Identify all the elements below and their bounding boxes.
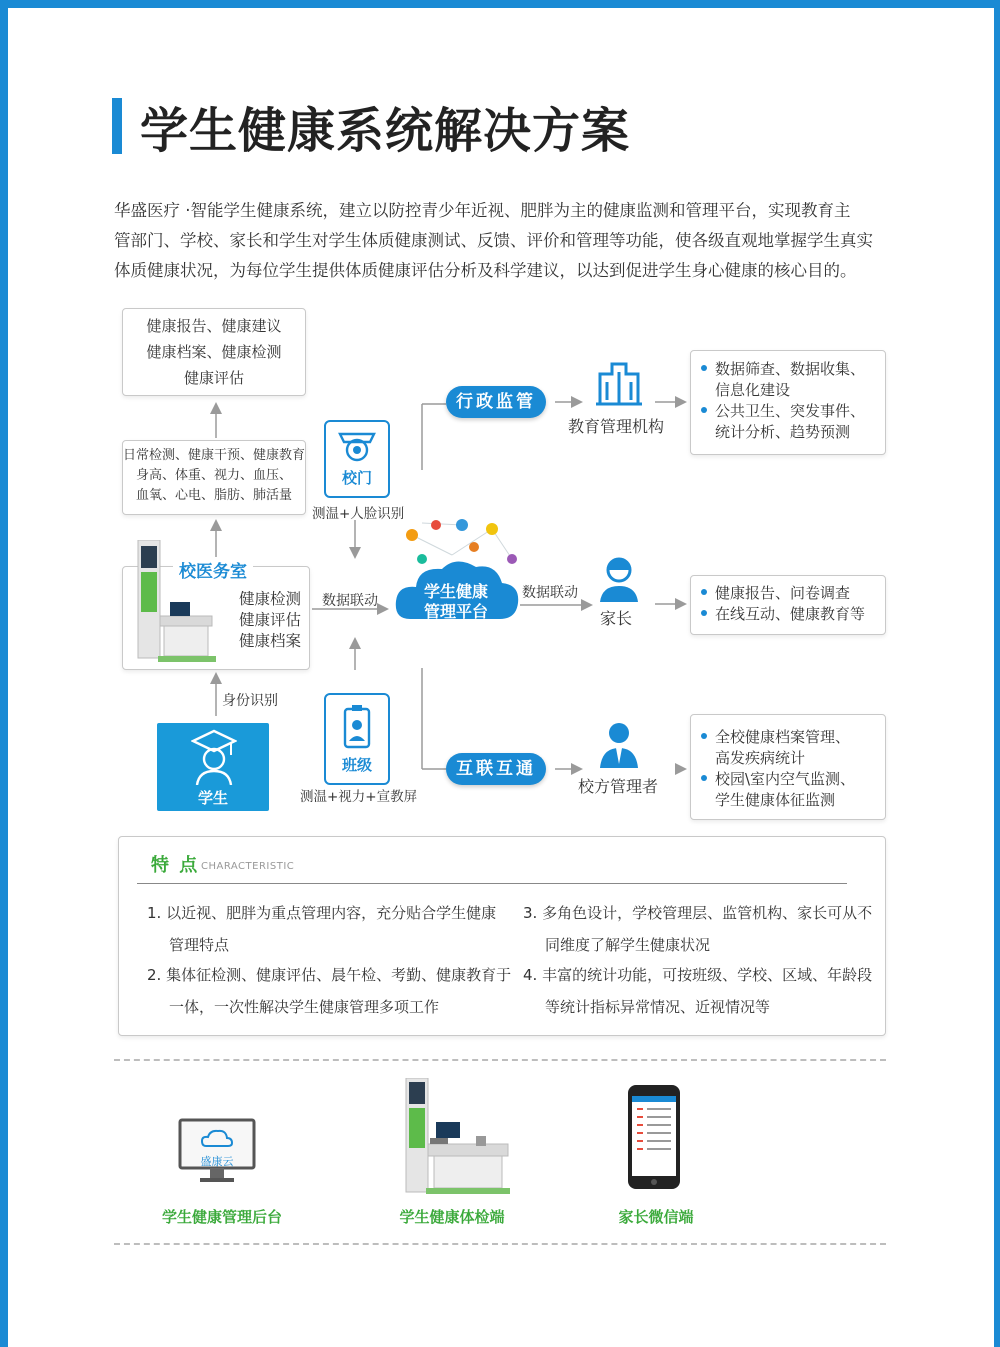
school-bullet-text: 全校健康档案管理、 [715, 728, 851, 746]
graduate-icon [191, 729, 237, 785]
parent-bullets [701, 583, 865, 625]
wechat-label: 家长微信端 [618, 1208, 694, 1226]
feature-item [523, 959, 872, 1023]
features-subtitle: CHARACTERISTIC [201, 861, 295, 872]
report-line: 健康报告、健康建议 [146, 317, 282, 335]
features-title: 特 点 [151, 855, 200, 876]
class-icon-box [324, 693, 390, 785]
monitor-text: 盛康云 [200, 1155, 234, 1168]
bullet-dot [701, 733, 707, 739]
id-card-icon [343, 703, 371, 749]
monitor-icon [178, 1118, 256, 1184]
internet-pill: 互联互通 [446, 753, 546, 785]
class-caption: 测温+视力+宣教屏 [300, 789, 418, 805]
intro-line: 华盛医疗 ·智能学生健康系统，建立以防控青少年近视、肥胖为主的健康监测和管理平台，实现教育主 [114, 201, 851, 220]
divider-bottom [114, 1243, 886, 1245]
school-bullet-item [701, 769, 855, 790]
bullet-dot [701, 365, 707, 371]
report-line: 健康档案、健康检测 [146, 343, 282, 361]
edu-bullet-item: 信息化建设 [715, 381, 791, 399]
feature-item [147, 897, 496, 961]
feature-text-cont: 管理特点 [169, 936, 230, 954]
student-label: 学生 [197, 789, 228, 807]
platform-label [406, 582, 506, 622]
student-tile [157, 723, 269, 811]
bullet-dot [701, 610, 707, 616]
edu-org-label: 教育管理机构 [568, 417, 665, 436]
feature-text: 丰富的统计功能，可按班级、学校、区域、年龄段 [542, 966, 873, 984]
page-title: 学生健康系统解决方案 [140, 103, 631, 159]
feature-text: 多角色设计，学校管理层、监管机构、家长可从不 [542, 904, 873, 922]
edu-bullet-text: 公共卫生、突发事件、 [715, 402, 866, 420]
features-divider [137, 883, 847, 884]
school-bullet-item: 学生健康体征监测 [715, 791, 836, 809]
edu-bullets [701, 359, 865, 443]
daily-line: 身高、体重、视力、血压、 [135, 468, 292, 483]
admin-icon [598, 720, 640, 768]
clinic-line: 健康检测 [239, 590, 302, 608]
building-icon [596, 360, 642, 406]
clinic-lines [239, 589, 301, 652]
bullet-dot [701, 775, 707, 781]
camera-icon [338, 430, 376, 462]
data-link-right: 数据联动 [522, 585, 578, 601]
backend-label: 学生健康管理后台 [161, 1208, 282, 1226]
report-box [122, 308, 306, 396]
parent-bullet-text: 在线互动、健康教育等 [715, 605, 866, 623]
daily-line: 日常检测、健康干预、健康教育 [123, 448, 306, 463]
daily-check-box [122, 440, 306, 515]
platform-line: 管理平台 [423, 602, 488, 621]
gate-caption: 测温+人脸识别 [312, 506, 405, 522]
edu-bullet-text: 数据筛查、数据收集、 [715, 360, 866, 378]
feature-item [523, 897, 872, 961]
health-kiosk-icon [400, 1078, 520, 1198]
admin-pill: 行政监管 [446, 386, 546, 418]
clinic-title: 校医务室 [173, 557, 253, 582]
school-admin-box [690, 714, 886, 820]
feature-num: 2. [147, 966, 162, 984]
parent-icon [598, 556, 640, 602]
feature-text-cont: 同维度了解学生健康状况 [545, 936, 711, 954]
school-bullet-item: 高发疾病统计 [715, 749, 806, 767]
school-bullets [701, 727, 855, 811]
platform-line: 学生健康 [423, 582, 488, 601]
edu-bullet-item [701, 401, 865, 422]
class-label: 班级 [341, 756, 372, 774]
school-bullet-text: 校园\室内空气监测、 [715, 770, 856, 788]
school-bullet-item [701, 727, 855, 748]
identity-label: 身份识别 [222, 693, 278, 709]
feature-item [147, 959, 511, 1023]
parent-bullet-item [701, 604, 865, 625]
edu-bullet-item [701, 359, 865, 380]
feature-num: 1. [147, 904, 162, 922]
feature-text: 以近视、肥胖为重点管理内容，充分贴合学生健康 [166, 904, 497, 922]
kiosk-label: 学生健康体检端 [399, 1208, 505, 1226]
report-line: 健康评估 [183, 369, 244, 387]
feature-text-cont: 等统计指标异常情况、近视情况等 [545, 998, 771, 1016]
feature-num: 3. [523, 904, 538, 922]
clinic-line: 健康档案 [239, 632, 302, 650]
edu-org-box [690, 350, 886, 455]
daily-line: 血氧、心电、脂肪、肺活量 [135, 488, 292, 503]
bullet-dot [701, 589, 707, 595]
clinic-line: 健康评估 [239, 611, 302, 629]
bullet-dot [701, 407, 707, 413]
parent-bullet-text: 健康报告、问卷调查 [715, 584, 851, 602]
feature-text-cont: 一体，一次性解决学生健康管理多项工作 [169, 998, 440, 1016]
data-link-left: 数据联动 [322, 593, 378, 609]
intro-line: 管部门、学校、家长和学生对学生体质健康测试、反馈、评价和管理等功能，使各级直观地掌握学生真实 [114, 231, 873, 250]
parent-bullet-item [701, 583, 865, 604]
features-panel [118, 836, 886, 1036]
kiosk-illustration [130, 540, 220, 668]
gate-label: 校门 [341, 469, 372, 487]
feature-num: 4. [523, 966, 538, 984]
parent-label: 家长 [600, 609, 633, 628]
phone-icon [627, 1084, 681, 1190]
edu-bullet-item: 统计分析、趋势预测 [715, 423, 851, 441]
parent-box [690, 575, 886, 635]
intro-line: 体质健康状况，为每位学生提供体质健康评估分析及科学建议，以达到促进学生身心健康的核心目的。 [114, 261, 857, 280]
gate-icon-box [324, 420, 390, 498]
school-admin-label: 校方管理者 [578, 777, 659, 796]
divider-top [114, 1059, 886, 1061]
feature-text: 集体征检测、健康评估、晨午检、考勤、健康教育于 [166, 966, 512, 984]
